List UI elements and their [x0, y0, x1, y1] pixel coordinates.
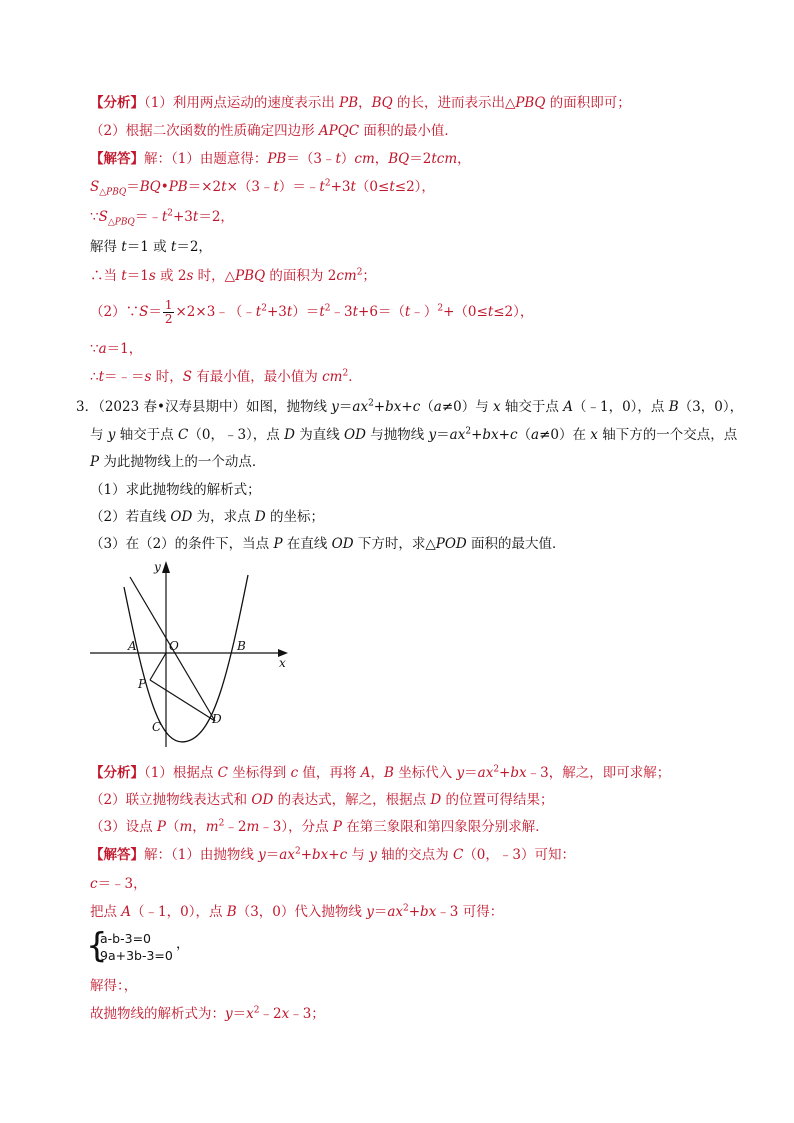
- solution-line-8: ∴t＝﹣＝s 时，S 有最小值，最小值为 $cm^2$．: [90, 368, 362, 385]
- solution-line-2: $S_{\triangle PBQ}=BQ•PB=\times 2t\times(3﹣t)=﹣t^2+3t(0\le t\le 2)$，: [90, 178, 435, 198]
- analysis-2-line-3: （3）设点 P（m，$m^2﹣2m﹣3$），分点 P 在第三象限和第四象限分别求解．: [90, 818, 549, 835]
- solution-2-line-5: 故抛物线的解析式为：$y=x^2﹣2x﹣3$；: [90, 1005, 325, 1022]
- solution-line-6: （2）∵S＝ $\frac{1}{2}$ $\times 2\times 3﹣(﹣t^2+3t)=t^2﹣3t+6=(t﹣)^2+(0\le t\le 2)$，: [90, 298, 534, 326]
- solution-2-line-1: 【解答】解：（1）由抛物线 $y=ax^2+bx+c$ 与 y 轴的交点为 C（0，﹣3）可知：: [90, 846, 575, 863]
- solution-line-1: 【解答】解：（1）由题意得：PB＝（3﹣t）cm，BQ＝2tcm，: [90, 151, 471, 167]
- problem-3-line-1: 3．（2023 春•汉寿县期中）如图，抛物线 $y=ax^2+bx+c(a\ne 0)$与 x 轴交于点 A（﹣1，0），点 B（3，0），: [76, 398, 744, 415]
- problem-3-part-2: （2）若直线 OD 为，求点 D 的坐标；: [90, 509, 325, 525]
- label-x: x: [279, 656, 286, 670]
- label-b: B: [237, 639, 246, 653]
- problem-3-part-1: （1）求此抛物线的解析式；: [90, 482, 261, 498]
- analysis-2-line-2: （2）联立抛物线表达式和 OD 的表达式，解之，根据点 D 的位置可得结果；: [90, 792, 554, 808]
- solution-line-7: ∵a＝1，: [90, 341, 143, 357]
- equation-system: [100, 930, 173, 964]
- system-brace-icon: {: [86, 926, 108, 966]
- label-y: y: [154, 560, 161, 574]
- analysis-2-line-1: 【分析】（1）根据点 C 坐标得到 c 值，再将 A，B 坐标代入 $y=ax^2+bx﹣3$，解之，即可求解；: [90, 764, 671, 781]
- solution-line-5: ∴当 t＝1s 或 2s 时，△PBQ 的面积为 $2cm^2$；: [90, 267, 376, 284]
- equation-1: a-b-3=0: [100, 931, 151, 946]
- solution-2-line-4: 解得：，: [90, 978, 138, 994]
- label-a: A: [128, 639, 137, 653]
- solution-2-line-2: c＝﹣3，: [90, 876, 147, 892]
- parabola-figure: [88, 555, 298, 750]
- fraction-one-half: $\frac{1}{2}$: [164, 298, 173, 326]
- label-o: O: [169, 639, 179, 653]
- label-p: P: [138, 677, 147, 691]
- equation-2: 9a+3b-3=0: [100, 948, 173, 963]
- solution-line-4: 解得 t＝1 或 t＝2，: [90, 239, 212, 255]
- problem-3-part-3: （3）在（2）的条件下，当点 P 在直线 OD 下方时，求△POD 面积的最大值．: [90, 536, 566, 552]
- segment-po: [150, 653, 166, 680]
- problem-3-line-3: P 为此抛物线上的一个动点．: [90, 454, 266, 470]
- problem-3-line-2: 与 y 轴交于点 C（0，﹣3），点 D 为直线 OD 与抛物线 $y=ax^2+bx+c(a\ne 0)$在 x 轴下方的一个交点，点: [90, 426, 738, 443]
- solution-line-3: $\because S_{\triangle PBQ}=﹣t^2+3t=2$，: [90, 208, 234, 228]
- label-c: C: [152, 720, 162, 734]
- solution-2-line-3: 把点 A（﹣1，0），点 B（3，0）代入抛物线 $y=ax^2+bx﹣3$ 可得：: [90, 903, 504, 920]
- y-axis-arrow-icon: [162, 561, 170, 573]
- analysis-line-2: （2）根据二次函数的性质确定四边形 APQC 面积的最小值．: [90, 123, 458, 139]
- equation-system-tail: ，: [176, 936, 190, 952]
- label-d: D: [212, 712, 222, 726]
- segment-pd: [150, 680, 215, 721]
- parabola-curve: [124, 575, 248, 742]
- analysis-line-1: 【分析】（1）利用两点运动的速度表示出 PB，BQ 的长，进而表示出△PBQ 的面积即可；: [90, 95, 631, 111]
